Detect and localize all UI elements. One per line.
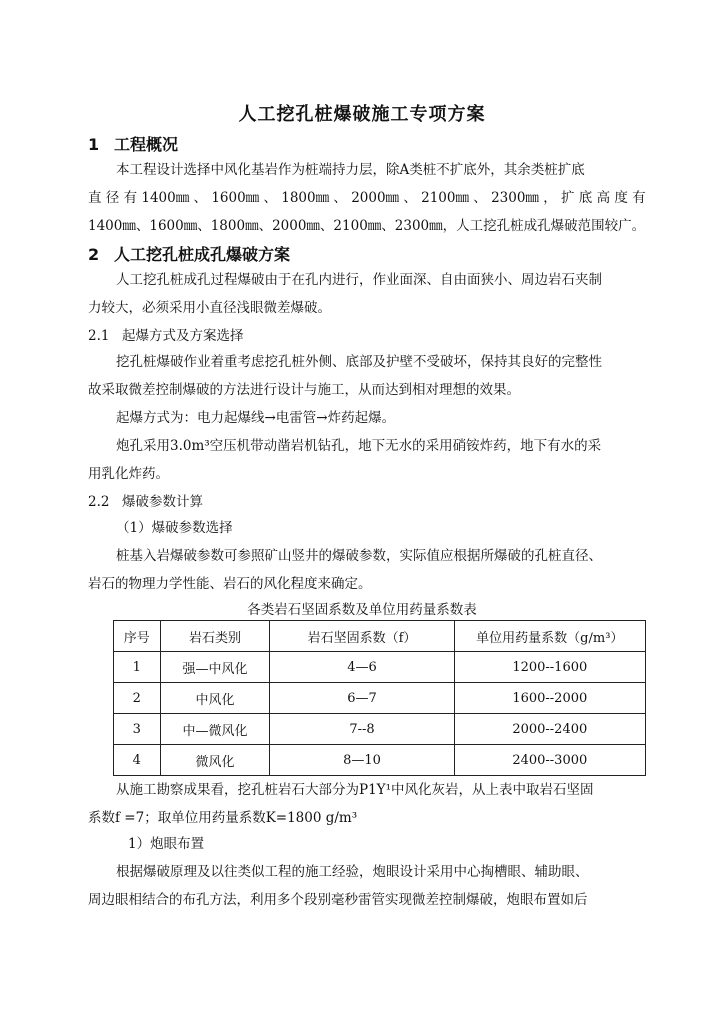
section-1-title: 工程概况 bbox=[114, 135, 179, 154]
table-cell: 2000--2400 bbox=[454, 714, 645, 745]
document-title: 人工挖孔桩爆破施工专项方案 bbox=[238, 104, 486, 125]
table-cell: 2 bbox=[114, 683, 161, 714]
table-row bbox=[114, 745, 646, 776]
section-1-number: 1 bbox=[88, 135, 100, 154]
drilling-line-1: 炮孔采用3.0m³空压机带动凿岩机钻孔，地下无水的采用硝铵炸药，地下有水的采 bbox=[116, 438, 602, 454]
section-2-title: 人工挖孔桩成孔爆破方案 bbox=[114, 245, 291, 264]
section-1-line-3: 1400㎜、1600㎜、1800㎜、2000㎜、2100㎜、2300㎜，人工挖孔桩成孔爆破范围较广。 bbox=[88, 218, 646, 234]
rock-parameter-table bbox=[113, 620, 646, 776]
table-caption: 各类岩石坚固系数及单位用药量系数表 bbox=[247, 602, 477, 618]
table-cell: 中—微风化 bbox=[160, 714, 270, 745]
section-2-1-heading bbox=[88, 324, 244, 344]
initiation-method: 起爆方式为：电力起爆线→电雷管→炸药起爆。 bbox=[116, 410, 396, 426]
subsection-1-heading: （1）爆破参数选择 bbox=[116, 520, 233, 536]
final-line-2: 周边眼相结合的布孔方法，利用多个段别毫秒雷管实现微差控制爆破，炮眼布置如后 bbox=[88, 892, 588, 908]
section-2-2-title: 爆破参数计算 bbox=[122, 494, 203, 510]
section-2-line-2: 力较大，必须采用小直径浅眼微差爆破。 bbox=[88, 300, 331, 316]
section-2-1-title: 起爆方式及方案选择 bbox=[122, 328, 244, 344]
section-2-2-heading bbox=[88, 490, 203, 510]
after-table-line-1: 从施工勘察成果看，挖孔桩岩石大部分为P1Y¹中风化灰岩，从上表中取岩石坚固 bbox=[116, 782, 594, 798]
section-1-heading bbox=[88, 132, 178, 155]
table-header-cell: 岩石类别 bbox=[160, 621, 270, 652]
section-1-line-2: 直 径 有 1400㎜ 、 1600㎜ 、 1800㎜ 、 2000㎜ 、 2100㎜ 、 2300㎜ ， 扩 底 高 度 有 bbox=[88, 190, 646, 206]
table-cell: 2400--3000 bbox=[454, 745, 645, 776]
table-row bbox=[114, 652, 646, 683]
drilling-line-2: 用乳化炸药。 bbox=[88, 466, 169, 482]
table-cell: 4—6 bbox=[270, 652, 454, 683]
after-table-line-2: 系数f =7；取单位用药量系数K=1800 g/m³ bbox=[88, 810, 358, 826]
section-2-1-number: 2.1 bbox=[88, 328, 110, 344]
table-cell: 7--8 bbox=[270, 714, 454, 745]
section-2-line-1: 人工挖孔桩成孔过程爆破由于在孔内进行，作业面深、自由面狭小、周边岩石夹制 bbox=[116, 272, 602, 288]
table-header-row bbox=[114, 621, 646, 652]
section-1-line-1: 本工程设计选择中风化基岩作为桩端持力层，除A类桩不扩底外，其余类桩扩底 bbox=[116, 162, 585, 178]
table-cell: 1600--2000 bbox=[454, 683, 645, 714]
section-2-2-number: 2.2 bbox=[88, 494, 110, 510]
table-cell: 1200--1600 bbox=[454, 652, 645, 683]
table-cell: 微风化 bbox=[160, 745, 270, 776]
section-2-2-line-1: 桩基入岩爆破参数可参照矿山竖井的爆破参数，实际值应根据所爆破的孔桩直径、 bbox=[116, 548, 602, 564]
table-header-cell: 单位用药量系数（g/m³） bbox=[454, 621, 645, 652]
table-cell: 4 bbox=[114, 745, 161, 776]
table-cell: 中风化 bbox=[160, 683, 270, 714]
table-row bbox=[114, 714, 646, 745]
table-cell: 强—中风化 bbox=[160, 652, 270, 683]
table-header-cell: 序号 bbox=[114, 621, 161, 652]
table-header-cell: 岩石坚固系数（f） bbox=[270, 621, 454, 652]
section-2-2-line-2: 岩石的物理力学性能、岩石的风化程度来确定。 bbox=[88, 576, 372, 592]
table-cell: 8—10 bbox=[270, 745, 454, 776]
table-cell: 3 bbox=[114, 714, 161, 745]
section-2-number: 2 bbox=[88, 245, 100, 264]
hole-layout-heading: 1）炮眼布置 bbox=[128, 836, 205, 852]
table-row bbox=[114, 683, 646, 714]
section-2-1-line-2: 故采取微差控制爆破的方法进行设计与施工，从而达到相对理想的效果。 bbox=[88, 382, 520, 398]
final-line-1: 根据爆破原理及以往类似工程的施工经验，炮眼设计采用中心掏槽眼、辅助眼、 bbox=[116, 864, 589, 880]
table-cell: 6—7 bbox=[270, 683, 454, 714]
table-cell: 1 bbox=[114, 652, 161, 683]
section-2-heading bbox=[88, 242, 290, 265]
section-2-1-line-1: 挖孔桩爆破作业着重考虑挖孔桩外侧、底部及护壁不受破坏，保持其良好的完整性 bbox=[116, 354, 602, 370]
